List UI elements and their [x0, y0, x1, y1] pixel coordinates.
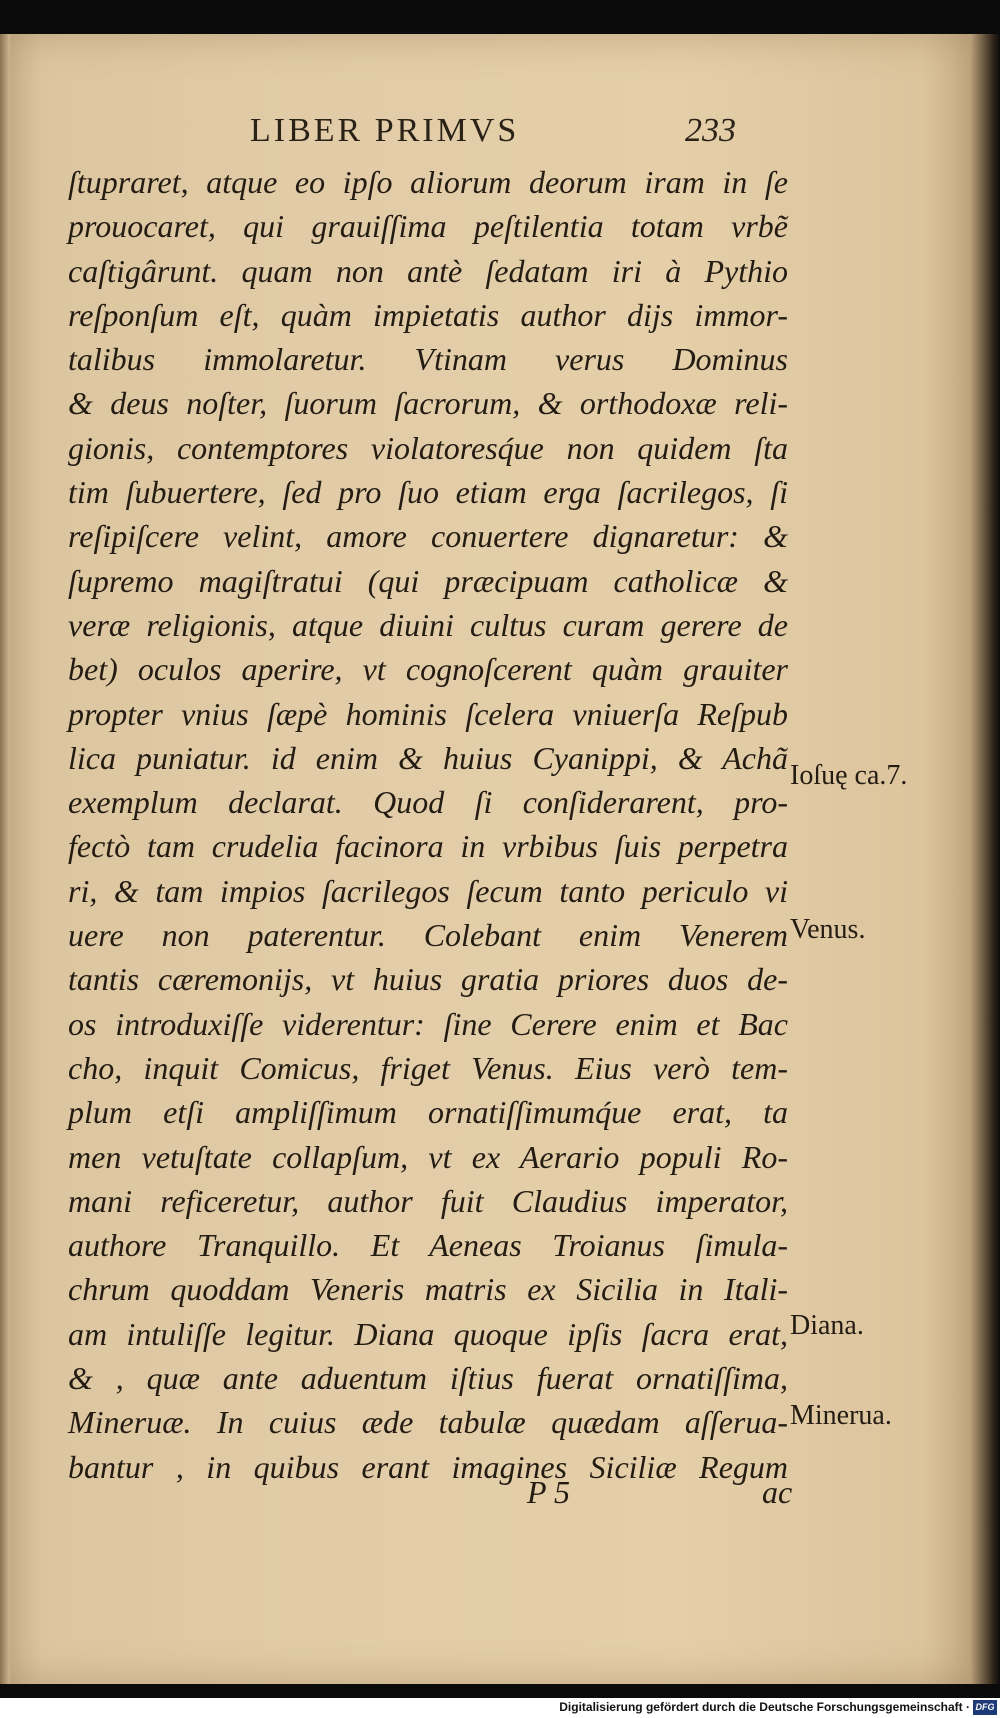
text-line: men vetuſtate collapſum, vt ex Aerario populi Ro-: [68, 1138, 788, 1175]
text-line: uere non paterentur. Colebant enim Venerem: [68, 917, 788, 954]
dfg-logo: DFG: [973, 1700, 997, 1715]
page-gutter-shadow: [970, 34, 1000, 1684]
text-line: propter vnius ſæpè hominis ſcelera vniuerſa Reſpub: [68, 695, 788, 732]
text-line: ri, & tam impios ſacrilegos ſecum tanto periculo vi: [68, 872, 788, 909]
text-line: ſtupraret, atque eo ipſo aliorum deorum iram in ſe: [68, 164, 788, 200]
text-line: reſponſum eſt, quàm impietatis author dijs immor-: [68, 296, 788, 333]
text-line: reſipiſcere velint, amore conuertere dignaretur: &: [68, 518, 788, 555]
margin-note-diana: Diana.: [790, 1310, 864, 1341]
text-line: talibus immolaretur. Vtinam verus Dominus: [68, 341, 788, 378]
margin-note-josue: Ioſuę ca.7.: [790, 760, 908, 791]
text-line: am intuliſſe legitur. Diana quoque ipſis ſacra erat,: [68, 1315, 788, 1352]
text-line: veræ religionis, atque diuini cultus curam gerere de: [68, 606, 788, 643]
text-line: os introduxiſſe viderentur: ſine Cerere enim et Bac: [68, 1005, 788, 1042]
margin-note-minerua: Minerua.: [790, 1400, 892, 1431]
page-left-shadow: [0, 34, 10, 1684]
text-line: lica puniatur. id enim & huius Cyanippi, & Achã: [68, 739, 788, 776]
margin-note-venus: Venus.: [790, 914, 866, 945]
text-line: Mineruæ. In cuius æde tabulæ quædam aſſerua-: [68, 1404, 788, 1441]
text-line: chrum quoddam Veneris matris ex Sicilia in Itali-: [68, 1271, 788, 1308]
text-line: fectò tam crudelia facinora in vrbibus ſuis perpetra: [68, 828, 788, 865]
signature-mark: P 5: [527, 1474, 570, 1510]
text-line: bet) oculos aperire, vt cognoſcerent quàm grauiter: [68, 651, 788, 688]
text-line: plum etſi ampliſſimum ornatiſſimumq́ue erat, ta: [68, 1094, 788, 1131]
text-line: tim ſubuertere, ſed pro ſuo etiam erga ſacrilegos, ſi: [68, 474, 788, 511]
attribution-text: Digitalisierung gefördert durch die Deutsche Forschungsgemeinschaft ·: [559, 1700, 970, 1714]
catchword: ac: [762, 1474, 793, 1510]
text-line: exemplum declarat. Quod ſi conſiderarent, pro-: [68, 784, 788, 821]
text-line: bantur , in quibus erant imagines Siciliæ Regum: [68, 1448, 788, 1485]
page-number: 233: [685, 112, 736, 149]
text-line: mani reficeretur, author fuit Claudius imperator,: [68, 1182, 788, 1219]
text-line: prouocaret, qui grauiſſima peſtilentia totam vrbẽ: [68, 208, 788, 245]
text-line: gionis, contemptores violatoresq́ue non quidem ſta: [68, 429, 788, 466]
text-line: caſtigârunt. quam non antè ſedatam iri à Pythio: [68, 252, 788, 289]
text-line: ſupremo magiſtratui (qui præcipuam catholicæ &: [68, 562, 788, 599]
text-line: tantis cæremonijs, vt huius gratia priores duos de-: [68, 961, 788, 998]
running-head: LIBER PRIMVS: [250, 112, 520, 149]
text-line: & , quæ ante aduentum iſtius fuerat ornatiſſima,: [68, 1360, 788, 1397]
body-text: [68, 160, 788, 1489]
text-line: cho, inquit Comicus, friget Venus. Eius verò tem-: [68, 1049, 788, 1086]
text-line: authore Tranquillo. Et Aeneas Troianus ſimula-: [68, 1227, 788, 1264]
text-line: & deus noſter, ſuorum ſacrorum, & orthodoxæ reli-: [68, 385, 788, 422]
